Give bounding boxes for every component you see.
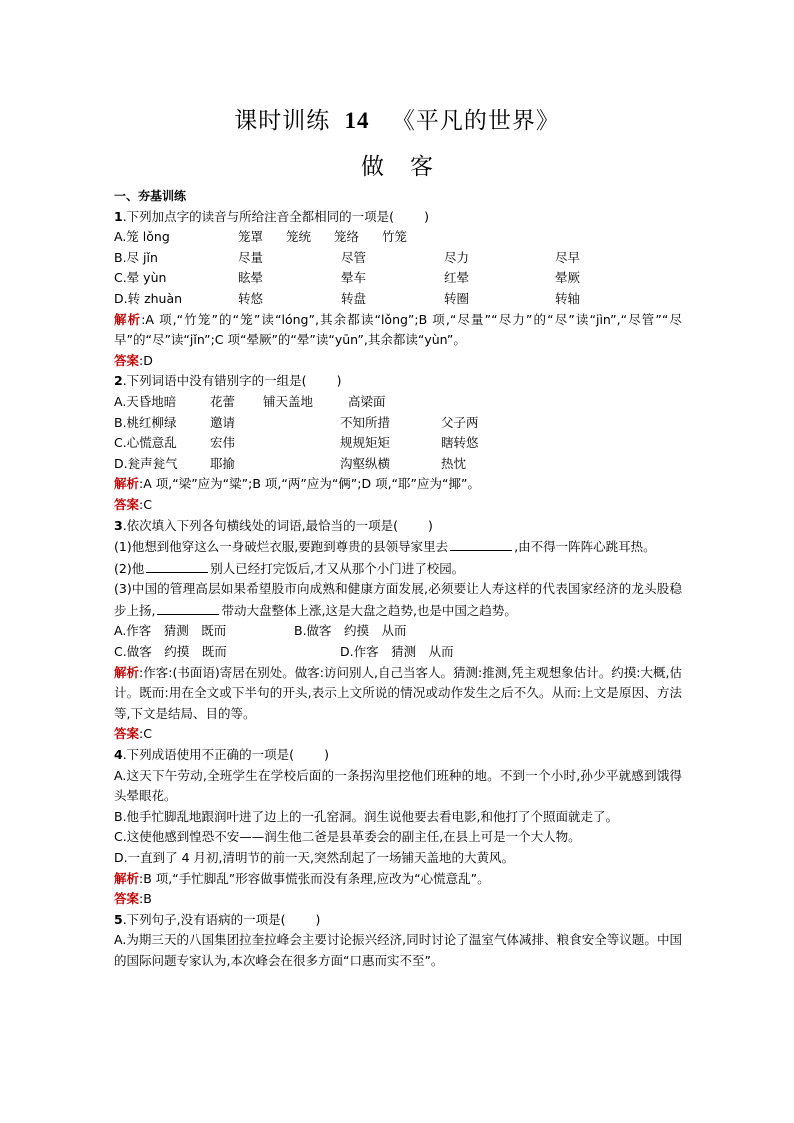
question-2-stem: [114, 371, 682, 392]
analysis-text: :A 项,“梁”应为“粱”;B 项,“两”应为“俩”;D 项,“耶”应为“揶”。: [139, 476, 480, 492]
fill-blank: [146, 558, 208, 573]
answer: [114, 724, 682, 745]
option-b: B.他手忙脚乱地跟润叶进了边上的一孔窑洞。润生说他要去看电影,和他打了个照面就走了。: [114, 808, 619, 824]
question-paren: ): [428, 517, 433, 533]
option-word: 眩晕: [238, 270, 264, 286]
page-title: [0, 102, 794, 135]
option-a: [114, 227, 682, 248]
sentence-text: 别人已经打完饭后,才又从那个小门进了校园。: [210, 560, 465, 576]
sentence-text: 带动大盘整体上涨,这是大盘之趋势,也是中国之趋势。: [221, 602, 517, 618]
option-word: 尽管: [341, 249, 367, 265]
sentence-text: (1)他想到他穿这么一身破烂衣服,要跑到尊贵的县领导家里去: [114, 539, 449, 555]
option-word: 转盘: [341, 290, 367, 306]
sentence-2: [114, 558, 682, 580]
answer-text: :C: [139, 726, 152, 742]
option-word: 转圈: [444, 290, 470, 306]
answer-text: :C: [139, 496, 152, 512]
analysis: [114, 474, 682, 495]
question-number: 3: [114, 517, 123, 533]
option-word: 笼络: [334, 229, 360, 245]
option-b: B.做客 约摸 从而: [294, 623, 407, 639]
sentence-text: ,由不得一阵阵心跳耳热。: [514, 539, 656, 555]
answer: [114, 495, 682, 516]
question-paren: ): [324, 747, 329, 763]
option-word: 笼罩: [238, 229, 264, 245]
option-word: 红晕: [444, 270, 470, 286]
option-word: 耶揄: [210, 455, 236, 471]
title-number: 14: [344, 108, 370, 133]
answer-label: 答案: [114, 891, 140, 907]
option-b: [114, 248, 682, 269]
analysis-text: :作客:(书面语)寄居在别处。做客:访问别人,自己当客人。猜测:推测,凭主观想象估计。约摸:大概,估计。既而:用在全文或下半句的开头,表示上文所说的情况或动作发生之后不久。从而:上文是原因、方法等,下文是结局、目的等。: [114, 664, 682, 721]
question-text: .下列成语使用不正确的一项是(: [122, 747, 295, 763]
question-text: .下列句子,没有语病的一项是(: [122, 911, 286, 927]
option-word: 热忱: [441, 455, 467, 471]
option-word: 沟壑纵横: [340, 455, 391, 471]
option-label: C.心慌意乱: [114, 435, 177, 451]
answer-label: 答案: [114, 726, 140, 742]
option-c: C.做客 约摸 既而: [114, 644, 227, 660]
question-text: .下列加点字的读音与所给注音全都相同的一项是(: [122, 208, 395, 224]
option-word: 晕车: [341, 270, 367, 286]
option-label: D.转 zhuàn: [114, 290, 183, 306]
option-a: A.作客 猜测 既而: [114, 623, 227, 639]
analysis: [114, 310, 682, 351]
sentence-text: (3)中国的管理高层如果希望股市向成熟和健康方面发展,必须要让人寿这样的代表国家经济的龙头股稳步上扬,: [114, 581, 682, 618]
option-word: 尽力: [444, 249, 470, 265]
answer-text: :B: [139, 891, 152, 907]
answer: [114, 351, 682, 372]
question-3-stem: [114, 516, 682, 537]
question-number: 1: [114, 208, 123, 224]
option-d: D.一直到了 4 月初,清明节的前一天,突然刮起了一场铺天盖地的大黄风。: [114, 850, 514, 865]
fill-blank: [157, 600, 219, 615]
option-word: 宏伟: [210, 435, 236, 451]
option-row-ab: [114, 621, 682, 642]
fill-blank: [450, 536, 512, 551]
option-c: [114, 268, 682, 289]
sentence-1: [114, 536, 682, 558]
answer-text: :D: [139, 352, 153, 368]
sentence-3: [114, 579, 682, 621]
analysis-label: 解析: [114, 476, 140, 492]
answer: [114, 889, 682, 910]
option-word: 笼统: [286, 229, 312, 245]
question-paren: ): [315, 911, 321, 927]
option-word: 瞎转悠: [441, 435, 479, 451]
option-c: C.这使他感到惶恐不安——润生他二爸是县革委会的副主任,在县上可是一个大人物。: [114, 829, 581, 845]
option-label: C.晕 yùn: [114, 270, 167, 286]
question-5-stem: [114, 910, 682, 931]
answer-label: 答案: [114, 496, 140, 512]
answer-label: 答案: [114, 352, 140, 368]
option-c: [114, 433, 682, 454]
option-label: B.桃红柳绿: [114, 414, 177, 430]
option-word: 不知所措: [340, 414, 391, 430]
analysis-label: 解析: [114, 870, 140, 886]
option-word: 高梁面: [348, 393, 386, 409]
question-number: 4: [114, 747, 123, 763]
option-word: 转轴: [555, 290, 581, 306]
option-label: A.天昏地暗: [114, 393, 177, 409]
title-prefix: 课时训练: [234, 108, 331, 134]
option-word: 铺天盖地: [263, 393, 314, 409]
option-row-cd: [114, 642, 682, 663]
option-word: 晕厥: [555, 270, 581, 286]
question-text: .下列词语中没有错别字的一组是(: [122, 373, 307, 389]
exercise-content: [114, 186, 682, 972]
option-word: 花蕾: [210, 393, 236, 409]
analysis-text: :B 项,“手忙脚乱”形容做事慌张而没有条理,应改为“心慌意乱”。: [139, 870, 490, 886]
question-1-stem: [114, 207, 682, 228]
title-book: 《平凡的世界》: [391, 108, 560, 134]
question-paren: ): [424, 208, 429, 224]
option-word: 规规矩矩: [340, 435, 391, 451]
option-d: [114, 454, 682, 475]
option-b: [114, 413, 682, 434]
option-a: A.为期三天的八国集团拉奎拉峰会主要讨论振兴经济,同时讨论了温室气体减排、粮食安全等议题。中国的国际问题专家认为,本次峰会在很多方面“口惠而实不至”。: [114, 932, 682, 968]
analysis: [114, 663, 682, 725]
analysis-label: 解析: [114, 311, 142, 327]
option-d: D.作客 猜测 从而: [340, 644, 454, 660]
option-d: [114, 289, 682, 310]
option-word: 竹笼: [382, 229, 408, 245]
option-a: A.这天下午劳动,全班学生在学校后面的一条拐沟里挖他们班种的地。不到一个小时,孙少平就感到饿得头晕眼花。: [114, 767, 682, 804]
option-label: A.笼 lǒng: [114, 229, 170, 245]
question-paren: ): [336, 373, 342, 389]
page-subtitle: 做客: [361, 154, 459, 180]
question-number: 5: [114, 911, 123, 927]
question-text: .依次填入下列各句横线处的词语,最恰当的一项是(: [122, 517, 399, 533]
option-word: 转悠: [238, 290, 264, 306]
section-heading: 一、夯基训练: [114, 189, 187, 203]
option-label: B.尽 jǐn: [114, 249, 158, 265]
analysis: [114, 869, 682, 890]
option-word: 邀请: [210, 414, 236, 430]
question-4-stem: [114, 745, 682, 766]
sentence-text: (2)他: [114, 560, 145, 576]
option-word: 尽早: [555, 249, 581, 265]
option-word: 尽量: [238, 249, 264, 265]
analysis-text: :A 项,“竹笼”的“笼”读“lóng”,其余都读“lǒng”;B 项,“尽量”“尽力”的“尽”读“jìn”,“尽管”“尽早”的“尽”读“jǐn”;C 项“晕厥”的“晕”读“yūn”,其余都读“yùn”。: [114, 311, 682, 348]
option-word: 父子两: [441, 414, 479, 430]
analysis-label: 解析: [114, 664, 140, 680]
option-label: D.瓮声瓮气: [114, 455, 178, 471]
option-a: [114, 392, 682, 413]
question-number: 2: [114, 373, 123, 389]
